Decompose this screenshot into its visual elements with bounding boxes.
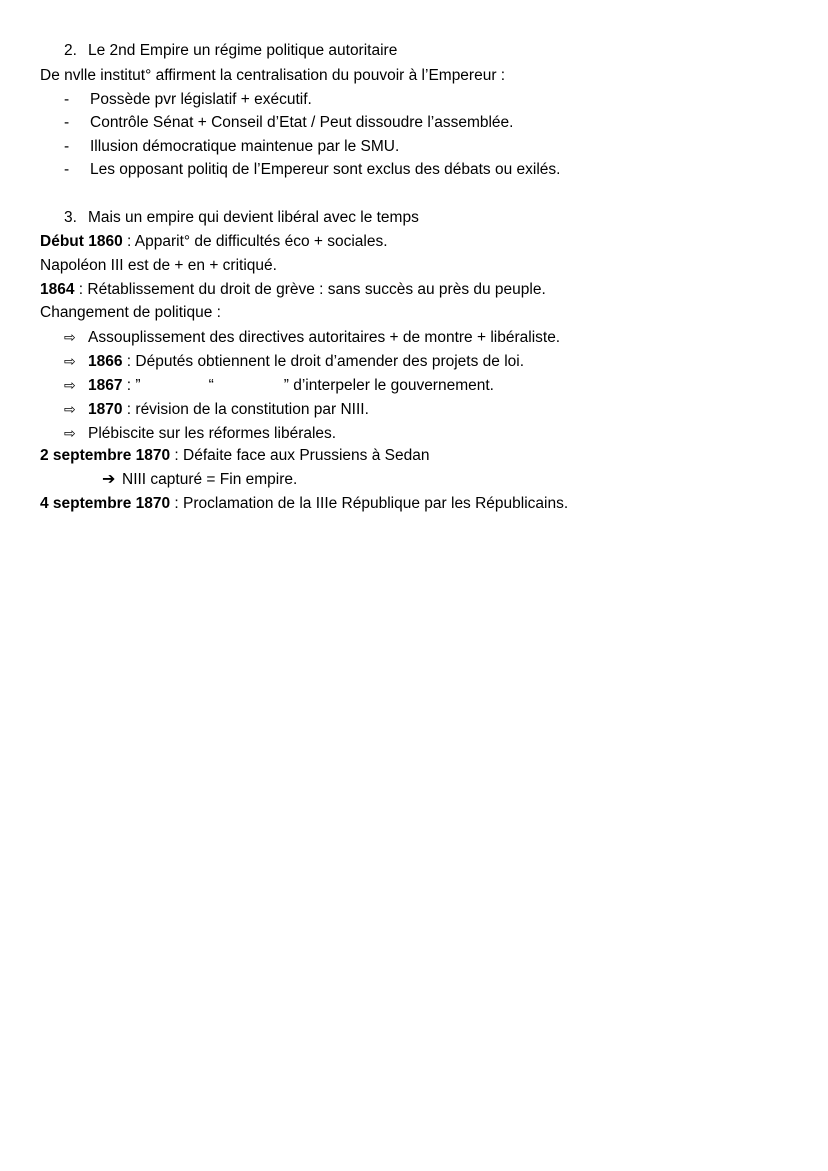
arrow-right-icon: ⇨ — [64, 329, 76, 345]
napoleon-line: Napoléon III est de + en + critiqué. — [40, 257, 277, 274]
list-item-text: ” d’interpeler le gouvernement. — [283, 377, 494, 394]
date-label: 1870 — [88, 401, 123, 418]
line-text: : Rétablissement du droit de grève : sans succès au près du peuple. — [74, 281, 546, 298]
arrow-right-icon: ⇨ — [64, 377, 76, 393]
bullet-dash: - — [64, 114, 70, 131]
list-item — [64, 113, 513, 133]
list-item-text: Les opposant politiq de l’Empereur sont exclus des débats ou exilés. — [90, 161, 561, 178]
list-item — [64, 399, 369, 420]
date-label: 1864 — [40, 281, 75, 298]
list-item — [64, 375, 494, 396]
date-label: 1866 — [88, 353, 123, 370]
list-item-text: Contrôle Sénat + Conseil d’Etat / Peut dissoudre l’assemblée. — [90, 114, 514, 131]
ditto-mark: “ — [208, 377, 214, 394]
date-label: Début 1860 — [40, 233, 123, 250]
section-2-number: 2. — [64, 42, 77, 59]
line-text: : Apparit° de difficultés éco + sociales. — [122, 233, 388, 250]
arrow-right-icon: ⇨ — [64, 401, 76, 417]
section-2-title: Le 2nd Empire un régime politique autoritaire — [88, 42, 398, 59]
section-2-heading — [64, 41, 397, 61]
date-label: 2 septembre 1870 — [40, 447, 171, 464]
list-item-text: Possède pvr législatif + exécutif. — [90, 91, 312, 108]
arrow-right-bold-icon: ➔ — [102, 471, 116, 488]
list-item-text: : ” — [122, 377, 141, 394]
section-3-title: Mais un empire qui devient libéral avec le temps — [88, 209, 419, 226]
list-item-text: Illusion démocratique maintenue par le SMU. — [90, 138, 400, 155]
date-label: 4 septembre 1870 — [40, 495, 171, 512]
list-item — [64, 90, 312, 110]
bullet-dash: - — [64, 161, 70, 178]
list-item — [64, 423, 336, 444]
bullet-dash: - — [64, 138, 70, 155]
sept2-line — [40, 446, 429, 466]
list-item — [64, 137, 399, 157]
arrow-right-icon: ⇨ — [64, 425, 76, 441]
list-item — [64, 160, 560, 180]
line-text: : Défaite face aux Prussiens à Sedan — [170, 447, 430, 464]
sept4-line — [40, 494, 568, 514]
list-item — [64, 327, 560, 348]
date-label: 1867 — [88, 377, 123, 394]
section-3-number: 3. — [64, 209, 77, 226]
arrow-right-icon: ⇨ — [64, 353, 76, 369]
line-text: : Proclamation de la IIIe République par les Républicains. — [170, 495, 569, 512]
y1864-line — [40, 280, 546, 300]
section-3-heading — [64, 208, 419, 228]
list-item — [64, 351, 524, 372]
section-2-intro: De nvlle institut° affirment la centralisation du pouvoir à l’Empereur : — [40, 67, 506, 84]
capture-line — [102, 470, 297, 490]
list-item-text: Assouplissement des directives autoritaires + de montre + libéraliste. — [88, 329, 561, 346]
bullet-dash: - — [64, 91, 70, 108]
line-text: NIII capturé = Fin empire. — [122, 471, 298, 488]
changement-line: Changement de politique : — [40, 304, 221, 321]
list-item-text: Plébiscite sur les réformes libérales. — [88, 425, 337, 442]
debut-1860-line — [40, 232, 388, 252]
list-item-text: : révision de la constitution par NIII. — [122, 401, 369, 418]
list-item-text: : Députés obtiennent le droit d’amender des projets de loi. — [122, 353, 525, 370]
